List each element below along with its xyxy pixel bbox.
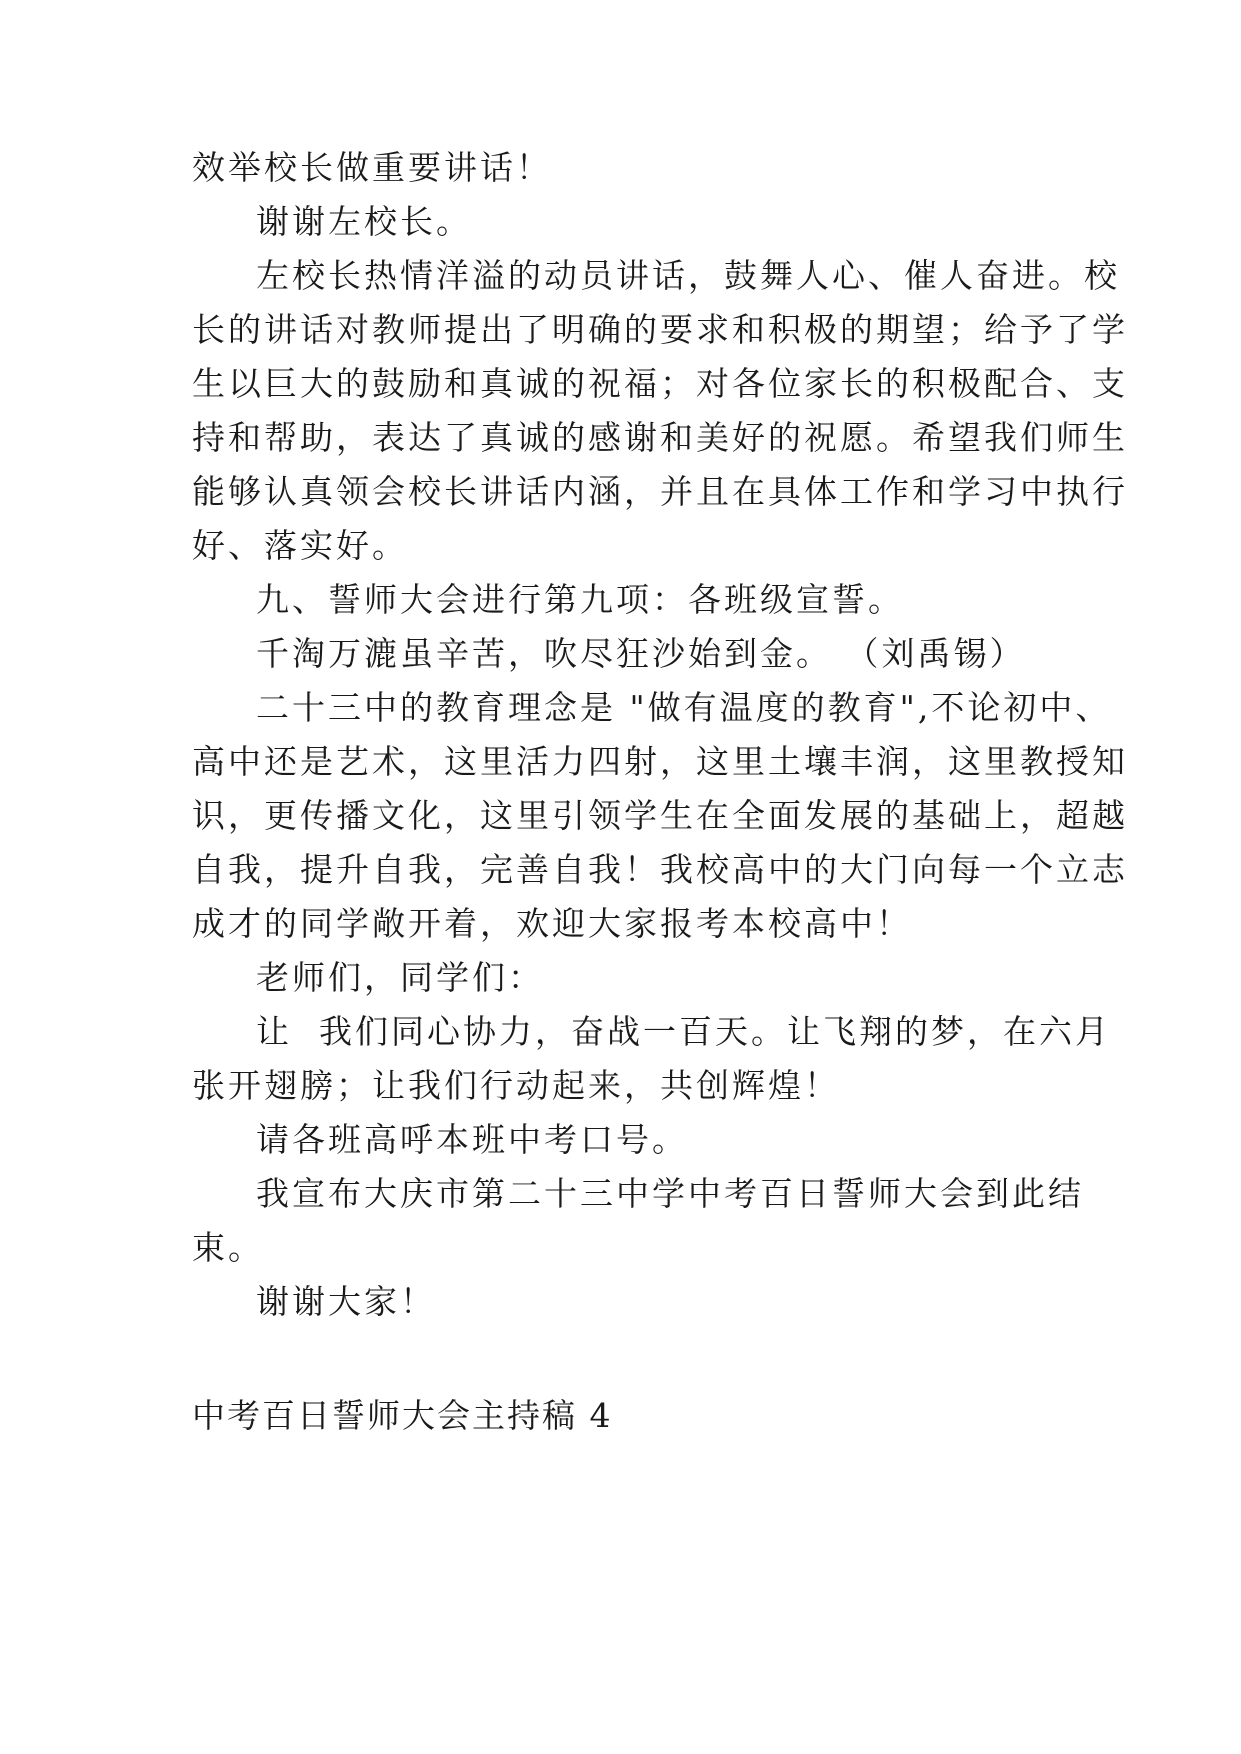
text-line: 左校长热情洋溢的动员讲话，鼓舞人心、催人奋进。校	[256, 256, 1120, 295]
text-line: 能够认真领会校长讲话内涵，并且在具体工作和学习中执行	[192, 472, 1128, 511]
text-line: 识，更传播文化，这里引领学生在全面发展的基础上，超越	[192, 796, 1128, 835]
text-line: 生以巨大的鼓励和真诚的祝福；对各位家长的积极配合、支	[192, 364, 1128, 403]
text-line: 成才的同学敞开着，欢迎大家报考本校高中！	[192, 904, 912, 943]
text-line: 老师们，同学们：	[256, 958, 544, 997]
text-line: 自我，提升自我，完善自我！我校高中的大门向每一个立志	[192, 850, 1128, 889]
text-line: 张开翅膀；让我们行动起来，共创辉煌！	[192, 1066, 840, 1105]
text-line: 我宣布大庆市第二十三中学中考百日誓师大会到此结	[256, 1174, 1084, 1213]
text-line: 效举校长做重要讲话！	[192, 148, 552, 187]
text-line: 千淘万漉虽辛苦，吹尽狂沙始到金。 （刘禹锡）	[256, 634, 1026, 673]
text-line: 持和帮助，表达了真诚的感谢和美好的祝愿。希望我们师生	[192, 418, 1128, 457]
text-line: 让 我们同心协力，奋战一百天。让飞翔的梦，在六月	[256, 1012, 1111, 1051]
text-line: 谢谢左校长。	[256, 202, 472, 241]
text-line: 长的讲话对教师提出了明确的要求和积极的期望；给予了学	[192, 310, 1128, 349]
text-line: 九、誓师大会进行第九项：各班级宣誓。	[256, 580, 904, 619]
section-heading: 中考百日誓师大会主持稿 4	[192, 1396, 613, 1435]
text-line: 高中还是艺术，这里活力四射，这里土壤丰润，这里教授知	[192, 742, 1128, 781]
text-line: 二十三中的教育理念是 "做有温度的教育",不论初中、	[256, 688, 1112, 727]
text-line: 谢谢大家！	[256, 1282, 436, 1321]
text-line: 请各班高呼本班中考口号。	[256, 1120, 688, 1159]
text-line: 束。	[192, 1228, 264, 1267]
text-line: 好、落实好。	[192, 526, 408, 565]
